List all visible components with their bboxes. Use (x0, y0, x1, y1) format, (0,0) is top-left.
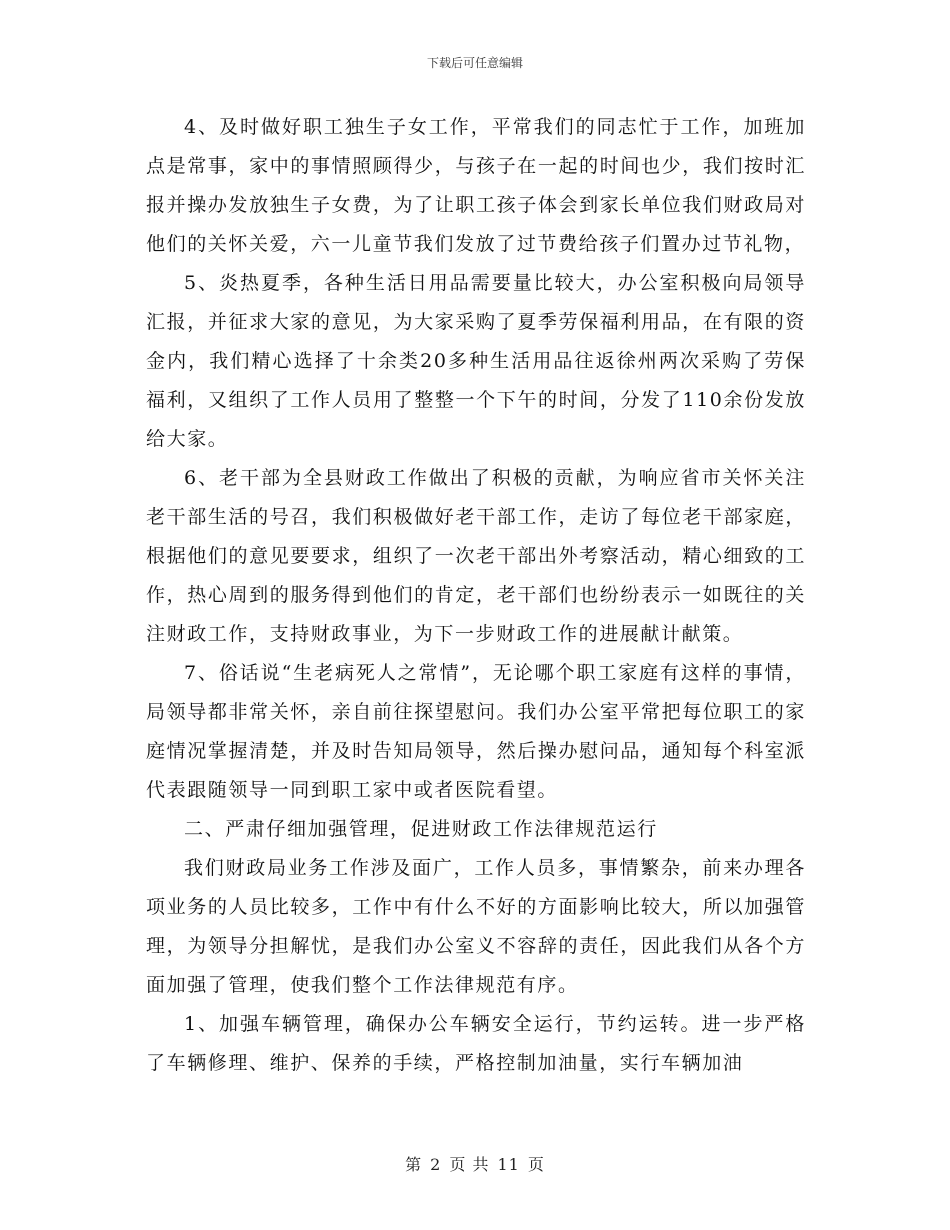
paragraph-vehicle-management: 1、加强车辆管理，确保办公车辆安全运行，节约运转。进一步严格了车辆修理、维护、保养的手续，严格控制加油量，实行车辆加油 (146, 1013, 806, 1074)
paragraph-item-6: 6、老干部为全县财政工作做出了积极的贡献，为响应省市关怀关注老干部生活的号召，我们积极做好老干部工作，走访了每位老干部家庭，根据他们的意见要要求，组织了一次老干部出外考察活动，精心细致的工作，热心周到的服务得到他们的肯定，老干部们也纷纷表示一如既往的关注财政工作，支持财政事业，为下一步财政工作的进展献计献策。 (146, 467, 806, 645)
section-intro-paragraph: 我们财政局业务工作涉及面广，工作人员多，事情繁杂，前来办理各项业务的人员比较多，工作中有什么不好的方面影响比较大，所以加强管理，为领导分担解忧，是我们办公室义不容辞的责任，因此我们从各个方面加强了管理，使我们整个工作法律规范有序。 (146, 857, 806, 996)
footer-suffix: 页 (527, 1155, 545, 1174)
paragraph-item-5: 5、炎热夏季，各种生活日用品需要量比较大，办公室积极向局领导汇报，并征求大家的意见，为大家采购了夏季劳保福利用品，在有限的资金内，我们精心选择了十余类20多种生活用品往返徐州两次采购了劳保福利，又组织了工作人员用了整整一个下午的时间，分发了110余份发放给大家。 (146, 272, 806, 450)
page-header: 下载后可任意编辑 (426, 56, 523, 70)
page-footer (0, 1152, 950, 1175)
section-heading-2: 二、严肃仔细加强管理，促进财政工作法律规范运行 (184, 818, 658, 840)
footer-current-page: 2 (430, 1155, 442, 1174)
paragraph-item-4: 4、及时做好职工独生子女工作，平常我们的同志忙于工作，加班加点是常事，家中的事情照顾得少，与孩子在一起的时间也少，我们按时汇报并操办发放独生子女费，为了让职工孩子体会到家长单位我们财政局对他们的关怀关爱，六一儿童节我们发放了过节费给孩子们置办过节礼物， (146, 116, 806, 255)
footer-prefix: 第 (405, 1155, 423, 1174)
paragraph-item-7: 7、俗话说“生老病死人之常情”，无论哪个职工家庭有这样的事情，局领导都非常关怀，亲自前往探望慰问。我们办公室平常把每位职工的家庭情况掌握清楚，并及时告知局领导，然后操办慰问品，通知每个科室派代表跟随领导一同到职工家中或者医院看望。 (146, 662, 806, 801)
footer-total-pages: 11 (497, 1155, 520, 1174)
document-body (146, 108, 806, 1083)
footer-middle: 页 共 (449, 1155, 490, 1174)
